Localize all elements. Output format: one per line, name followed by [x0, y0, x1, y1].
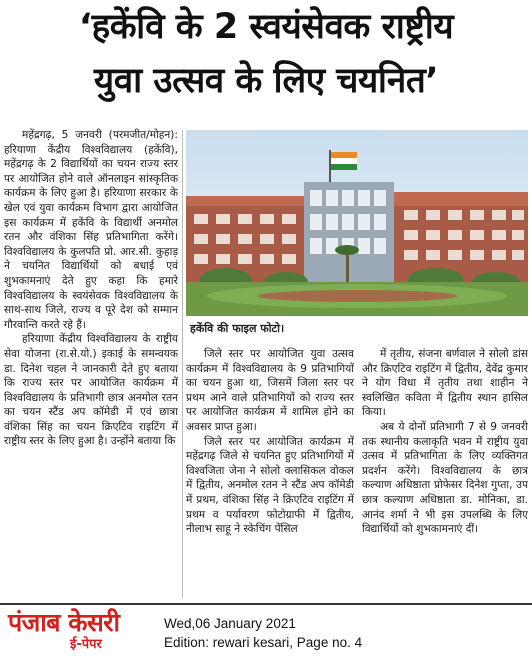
- publish-date: Wed,06 January 2021: [164, 616, 296, 631]
- paragraph: जिले स्तर पर आयोजित कार्यक्रम में महेंद्रगढ़ जिले से चयनित हुए प्रतिभागियों में विश्वजिता जेना ने सोलो क्लासिकल वोकल में द्वितीय, अनमोल रतन ने स्टैंड अप कॉमेडी में प्रथम, वंशिका सिंह ने क्रिएटिव राइटिंग में प्रथम व पर्यावरण फोटोग्राफी में द्वितीय, नीलाभ साहू ने स्केचिंग पेंसिल: [186, 435, 354, 536]
- headline-line-1: ‘हकेंवि के 2 स्वयंसेवक राष्ट्रीय: [78, 7, 454, 47]
- campus-building-illustration: [186, 130, 528, 316]
- paragraph: जिले स्तर पर आयोजित युवा उत्सव कार्यक्रम में विश्वविद्यालय के 9 प्रतिभागियों का चयन हुआ था, जिसमें जिला स्तर पर प्रथम आने वाले प्रतिभागियों को राज्य स्तर पर आयोजित कार्यक्रम में शामिल होने का अवसर प्राप्त हुआ।: [186, 348, 354, 433]
- article-column-1: [4, 128, 178, 598]
- edition-info: [164, 614, 362, 652]
- brand-name: पंजाब केसरी: [8, 608, 120, 637]
- paragraph: में तृतीय, संजना बर्णवाल ने सोलो डांस और क्रिएटिव राइटिंग में द्वितीय, देवेंद्र कुमार ने योग विधा में तृतीय तथा शाहीन ने स्वलिखित कविता में द्वितीय स्थान हासिल किया।: [362, 348, 528, 419]
- headline-line-2: युवा उत्सव के लिए चयनित’: [93, 61, 439, 101]
- article-column-2: [186, 347, 354, 597]
- footer-divider: [0, 603, 532, 605]
- paragraph: हरियाणा केंद्रीय विश्वविद्यालय के राष्ट्रीय सेवा योजना (रा.से.यो.) इकाई के समन्वयक डा. दिनेश चहल ने जानकारी देते हुए बताया कि राज्य स्तर पर आयोजित कार्यक्रम में विश्वविद्यालय के प्रतिभागी छात्र अनमोल रतन का चयन स्टैंड अप कॉमेडी में एवं छात्रा वंशिका सिंह का चयन क्रिएटिव राइटिंग में राष्ट्रीय स्तर के लिए हुआ है। उन्होंने बताया कि: [4, 333, 178, 448]
- column-divider: [182, 130, 183, 598]
- article-column-3: [362, 347, 528, 597]
- campus-photo: [186, 130, 528, 316]
- paragraph: अब ये दोनों प्रतिभागी 7 से 9 जनवरी तक स्थानीय कलाकृति भवन में राष्ट्रीय युवा उत्सव में प्रतिभागिता के लिए व्यक्तिगत प्रदर्शन करेंगे। विश्वविद्यालय के छात्र कल्याण अधिष्ठाता प्रोफेसर दिनेश गुप्ता, उप छात्र कल्याण अधिष्ठाता डा. मोनिका, डा. आनंद शर्मा ने भी इस उपलब्धि के लिए विद्यार्थियों को शुभकामनाएं दीं।: [362, 420, 528, 536]
- photo-caption: हकेंवि की फाइल फोटो।: [190, 322, 285, 335]
- paragraph: महेंद्रगढ़, 5 जनवरी (परमजीत/मोहन): हरियाणा केंद्रीय विश्वविद्यालय (हकेंवि), महेंद्रगढ़ के 2 विद्यार्थियों का चयन राज्य स्तर पर आयोजित होने वाले ऑनलाइन सांस्कृतिक कार्यक्रम के लिए हुआ है। हरियाणा सरकार के खेल एवं युवा कार्यक्रम विभाग द्वारा आयोजित इस कार्यक्रम में हकेंवि के विद्यार्थी अनमोल रतन और वंशिका सिंह प्रतिभागिता करेंगे। विश्वविद्यालय के कुलपति प्रो. आर.सी. कुहाड़ ने चयनित विद्यार्थियों को बधाई एवं शुभकामनाएं देते हुए कहा कि हमारे विश्वविद्यालय के स्वयंसेवक विश्वविद्यालय के साथ-साथ जिले, राज्य व पूरे देश को सम्मान गौरवान्ति करते रहे हैं।: [4, 129, 178, 331]
- brand-subtitle: ई-पेपर: [70, 637, 102, 652]
- brand-logo: [8, 609, 158, 657]
- headline: [0, 0, 532, 122]
- edition-label: Edition: rewari kesari, Page no. 4: [164, 635, 363, 650]
